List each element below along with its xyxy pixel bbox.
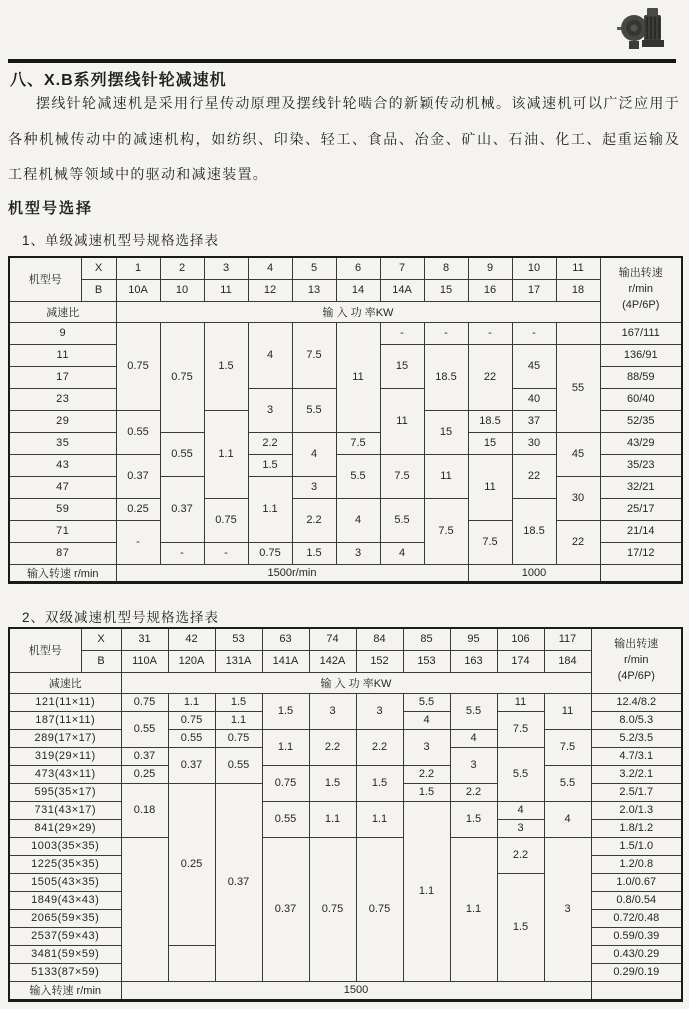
output-speed-value: 21/14 xyxy=(600,520,682,542)
ratio-value: 23 xyxy=(9,388,116,410)
output-speed-value: 0.8/0.54 xyxy=(591,891,682,909)
power-value: 30 xyxy=(512,432,556,454)
power-value: 11 xyxy=(424,454,468,498)
b-value: 131A xyxy=(215,650,262,672)
power-value: 0.25 xyxy=(168,783,215,945)
ratio-value: 71 xyxy=(9,520,116,542)
power-value: 3 xyxy=(309,693,356,729)
power-value: 4 xyxy=(544,801,591,837)
power-value: 3 xyxy=(544,837,591,981)
subsection-title: 机型号选择 xyxy=(8,200,94,217)
output-speed-value: 0.72/0.48 xyxy=(591,909,682,927)
power-value: 0.37 xyxy=(262,837,309,981)
power-value: 3 xyxy=(336,542,380,564)
output-speed-value: 167/111 xyxy=(600,322,682,344)
power-value: - xyxy=(380,322,424,344)
input-speed-value xyxy=(591,981,682,1000)
x-value: 2 xyxy=(160,257,204,279)
ratio-value: 319(29×11) xyxy=(9,747,121,765)
ratio-label: 减速比 xyxy=(9,301,116,322)
power-value: 2.2 xyxy=(497,837,544,873)
b-value: 174 xyxy=(497,650,544,672)
power-value: 3 xyxy=(292,476,336,498)
ratio-value: 1505(43×35) xyxy=(9,873,121,891)
output-speed-value: 0.43/0.29 xyxy=(591,945,682,963)
power-value: 3 xyxy=(450,747,497,783)
output-speed-value: 52/35 xyxy=(600,410,682,432)
power-value: 1.5 xyxy=(292,542,336,564)
power-value: 0.75 xyxy=(215,729,262,747)
ratio-value: 9 xyxy=(9,322,116,344)
input-speed-value: 1000 xyxy=(468,564,600,582)
power-value: 11 xyxy=(468,454,512,520)
output-speed-value: 136/91 xyxy=(600,344,682,366)
power-value: 3 xyxy=(497,819,544,837)
power-value: 2.2 xyxy=(248,432,292,454)
output-speed-value: 2.0/1.3 xyxy=(591,801,682,819)
x-value: 117 xyxy=(544,628,591,650)
b-value: 13 xyxy=(292,279,336,301)
power-value: 7.5 xyxy=(336,432,380,454)
ratio-value: 187(11×11) xyxy=(9,711,121,729)
power-value: - xyxy=(160,542,204,564)
ratio-value: 29 xyxy=(9,410,116,432)
power-value: - xyxy=(204,542,248,564)
power-value: 1.5 xyxy=(262,693,309,729)
power-value: 0.55 xyxy=(262,801,309,837)
output-speed-value: 1.8/1.2 xyxy=(591,819,682,837)
power-value: 40 xyxy=(512,388,556,410)
x-value: 106 xyxy=(497,628,544,650)
ratio-value: 17 xyxy=(9,366,116,388)
output-speed-value: 8.0/5.3 xyxy=(591,711,682,729)
intro-paragraph: 摆线针轮减速机是采用行星传动原理及摆线针轮啮合的新颖传动机械。该减速机可以广泛应用于各种机械传动中的减速机构，如纺织、印染、轻工、食品、冶金、矿山、石油、化工、起重运输及工程机械等领域中的驱动和减速装置。 xyxy=(8,95,680,182)
power-value: 0.75 xyxy=(262,765,309,801)
x-value: 8 xyxy=(424,257,468,279)
ratio-value: 121(11×11) xyxy=(9,693,121,711)
power-value: 0.75 xyxy=(248,542,292,564)
input-power-label: 输 入 功 率KW xyxy=(116,301,600,322)
power-value: 22 xyxy=(468,344,512,410)
output-speed-value: 32/21 xyxy=(600,476,682,498)
power-value: 18.5 xyxy=(424,344,468,410)
power-value: - xyxy=(468,322,512,344)
power-value: 2.2 xyxy=(450,783,497,801)
power-value: 4 xyxy=(403,711,450,729)
power-value: 1.1 xyxy=(262,729,309,765)
power-value: 0.55 xyxy=(160,432,204,476)
power-value xyxy=(168,945,215,981)
b-value: 153 xyxy=(403,650,450,672)
ratio-value: 11 xyxy=(9,344,116,366)
x-value: 10 xyxy=(512,257,556,279)
x-value: 84 xyxy=(356,628,403,650)
output-speed-header: 输出转速 r/min (4P/6P) xyxy=(600,257,682,322)
input-speed-label: 输入转速 r/min xyxy=(9,981,121,1000)
power-value xyxy=(121,837,168,981)
x-row-label: X xyxy=(81,257,116,279)
power-value: 22 xyxy=(556,520,600,564)
ratio-value: 5133(87×59) xyxy=(9,963,121,981)
power-value: 1.5 xyxy=(497,873,544,981)
power-value: 1.1 xyxy=(248,476,292,542)
x-value: 7 xyxy=(380,257,424,279)
output-speed-value: 0.59/0.39 xyxy=(591,927,682,945)
power-value: 1.1 xyxy=(356,801,403,837)
power-value: 2.2 xyxy=(403,765,450,783)
power-value: 0.75 xyxy=(204,498,248,542)
power-value: 15 xyxy=(380,344,424,388)
power-value: 7.5 xyxy=(380,454,424,498)
x-value: 95 xyxy=(450,628,497,650)
output-speed-value: 0.29/0.19 xyxy=(591,963,682,981)
power-value: 1.1 xyxy=(450,837,497,981)
ratio-value: 59 xyxy=(9,498,116,520)
x-value: 5 xyxy=(292,257,336,279)
power-value: 7.5 xyxy=(424,498,468,564)
power-value: 1.1 xyxy=(309,801,356,837)
power-value: 55 xyxy=(556,344,600,432)
power-value: 11 xyxy=(380,388,424,454)
input-power-label: 输 入 功 率KW xyxy=(121,672,591,693)
output-speed-value: 60/40 xyxy=(600,388,682,410)
power-value: 4 xyxy=(450,729,497,747)
power-value: 0.37 xyxy=(160,476,204,542)
x-value: 85 xyxy=(403,628,450,650)
power-value: 0.55 xyxy=(121,711,168,747)
power-value: 1.5 xyxy=(248,454,292,476)
power-value: 0.75 xyxy=(160,322,204,432)
power-value: 5.5 xyxy=(292,388,336,432)
b-row-label: B xyxy=(81,650,121,672)
b-value: 15 xyxy=(424,279,468,301)
power-value: 4 xyxy=(336,498,380,542)
b-value: 10 xyxy=(160,279,204,301)
power-value: 2.2 xyxy=(292,498,336,542)
power-value: 45 xyxy=(512,344,556,388)
power-value: 11 xyxy=(544,693,591,729)
power-value: 0.37 xyxy=(116,454,160,498)
input-speed-value: 1500r/min xyxy=(116,564,468,582)
power-value: 5.5 xyxy=(336,454,380,498)
power-value: 5.5 xyxy=(403,693,450,711)
power-value: 3 xyxy=(356,693,403,729)
ratio-value: 1849(43×43) xyxy=(9,891,121,909)
power-value: 11 xyxy=(336,322,380,432)
x-value: 3 xyxy=(204,257,248,279)
ratio-label: 减速比 xyxy=(9,672,121,693)
output-speed-value: 4.7/3.1 xyxy=(591,747,682,765)
power-value: 0.55 xyxy=(168,729,215,747)
power-value: 5.5 xyxy=(380,498,424,542)
ratio-value: 2065(59×35) xyxy=(9,909,121,927)
ratio-value: 841(29×29) xyxy=(9,819,121,837)
output-speed-value: 5.2/3.5 xyxy=(591,729,682,747)
b-value: 11 xyxy=(204,279,248,301)
b-value: 152 xyxy=(356,650,403,672)
output-speed-header: 输出转速 r/min (4P/6P) xyxy=(591,628,682,693)
x-value: 6 xyxy=(336,257,380,279)
section-title: 八、X.B系列摆线针轮减速机 xyxy=(10,72,227,89)
b-value: 12 xyxy=(248,279,292,301)
power-value: 0.37 xyxy=(121,747,168,765)
power-value: 2.2 xyxy=(356,729,403,765)
top-rule xyxy=(8,59,676,63)
b-value: 16 xyxy=(468,279,512,301)
power-value: 0.37 xyxy=(168,747,215,783)
input-speed-value: 1500 xyxy=(121,981,591,1000)
output-speed-value: 1.0/0.67 xyxy=(591,873,682,891)
power-value: 1.5 xyxy=(215,693,262,711)
output-speed-value: 2.5/1.7 xyxy=(591,783,682,801)
ratio-value: 289(17×17) xyxy=(9,729,121,747)
power-value: 0.55 xyxy=(215,747,262,783)
power-value: 18.5 xyxy=(468,410,512,432)
power-value: 7.5 xyxy=(544,729,591,765)
reducer-photo xyxy=(617,6,669,54)
ratio-value: 43 xyxy=(9,454,116,476)
x-value: 4 xyxy=(248,257,292,279)
power-value: 15 xyxy=(424,410,468,454)
power-value: 7.5 xyxy=(292,322,336,388)
power-value: 1.5 xyxy=(356,765,403,801)
b-value: 10A xyxy=(116,279,160,301)
power-value: 3 xyxy=(248,388,292,432)
power-value: 45 xyxy=(556,432,600,476)
b-value: 142A xyxy=(309,650,356,672)
power-value: 3 xyxy=(403,729,450,765)
power-value: 1.5 xyxy=(403,783,450,801)
power-value: 1.1 xyxy=(204,410,248,498)
power-value: 5.5 xyxy=(544,765,591,801)
power-value: 4 xyxy=(380,542,424,564)
power-value: 18.5 xyxy=(512,498,556,564)
power-value: 15 xyxy=(468,432,512,454)
ratio-value: 3481(59×59) xyxy=(9,945,121,963)
power-value: - xyxy=(424,322,468,344)
x-value: 9 xyxy=(468,257,512,279)
power-value: 37 xyxy=(512,410,556,432)
power-value: 5.5 xyxy=(497,747,544,801)
power-value: 7.5 xyxy=(497,711,544,747)
x-value: 11 xyxy=(556,257,600,279)
b-row-label: B xyxy=(81,279,116,301)
power-value: 1.1 xyxy=(403,801,450,981)
model-no-label: 机型号 xyxy=(9,257,81,301)
power-value: - xyxy=(512,322,556,344)
reducer-image xyxy=(617,6,669,54)
b-value: 141A xyxy=(262,650,309,672)
x-value: 74 xyxy=(309,628,356,650)
power-value: 11 xyxy=(497,693,544,711)
power-value: 1.1 xyxy=(168,693,215,711)
ratio-value: 47 xyxy=(9,476,116,498)
x-value: 63 xyxy=(262,628,309,650)
power-value: 7.5 xyxy=(468,520,512,564)
output-speed-value: 25/17 xyxy=(600,498,682,520)
b-value: 184 xyxy=(544,650,591,672)
x-value: 42 xyxy=(168,628,215,650)
power-value: 0.75 xyxy=(309,837,356,981)
power-value xyxy=(556,322,600,344)
power-value: 0.55 xyxy=(116,410,160,454)
power-value: 1.5 xyxy=(309,765,356,801)
b-value: 14 xyxy=(336,279,380,301)
power-value: 5.5 xyxy=(450,693,497,729)
table1-caption: 1、单级减速机型号规格选择表 xyxy=(22,233,220,248)
ratio-value: 731(43×17) xyxy=(9,801,121,819)
ratio-value: 1225(35×35) xyxy=(9,855,121,873)
x-row-label: X xyxy=(81,628,121,650)
power-value: 1.1 xyxy=(215,711,262,729)
power-value: 4 xyxy=(497,801,544,819)
power-value: 0.75 xyxy=(116,322,160,410)
ratio-value: 1003(35×35) xyxy=(9,837,121,855)
ratio-value: 35 xyxy=(9,432,116,454)
power-value: 4 xyxy=(248,322,292,388)
output-speed-value: 35/23 xyxy=(600,454,682,476)
power-value: 0.18 xyxy=(121,783,168,837)
power-value: 0.75 xyxy=(121,693,168,711)
ratio-value: 2537(59×43) xyxy=(9,927,121,945)
b-value: 163 xyxy=(450,650,497,672)
output-speed-value: 3.2/2.1 xyxy=(591,765,682,783)
b-value: 110A xyxy=(121,650,168,672)
power-value: 0.25 xyxy=(116,498,160,520)
power-value: 0.75 xyxy=(168,711,215,729)
double-stage-selection-table xyxy=(8,627,683,1002)
power-value: 4 xyxy=(292,432,336,476)
power-value: 0.25 xyxy=(121,765,168,783)
ratio-value: 87 xyxy=(9,542,116,564)
output-speed-value: 43/29 xyxy=(600,432,682,454)
model-no-label: 机型号 xyxy=(9,628,81,672)
output-speed-value: 88/59 xyxy=(600,366,682,388)
power-value: 0.75 xyxy=(356,837,403,981)
power-value: 1.5 xyxy=(450,801,497,837)
power-value: - xyxy=(116,520,160,564)
single-stage-selection-table xyxy=(8,256,683,584)
power-value: 30 xyxy=(556,476,600,520)
power-value: 0.37 xyxy=(215,783,262,981)
power-value: 1.5 xyxy=(204,322,248,410)
input-speed-value xyxy=(600,564,682,582)
x-value: 1 xyxy=(116,257,160,279)
power-value: 2.2 xyxy=(309,729,356,765)
b-value: 120A xyxy=(168,650,215,672)
input-speed-label: 输入转速 r/min xyxy=(9,564,116,582)
ratio-value: 473(43×11) xyxy=(9,765,121,783)
x-value: 53 xyxy=(215,628,262,650)
output-speed-value: 1.2/0.8 xyxy=(591,855,682,873)
b-value: 17 xyxy=(512,279,556,301)
output-speed-value: 17/12 xyxy=(600,542,682,564)
power-value: 22 xyxy=(512,454,556,498)
b-value: 18 xyxy=(556,279,600,301)
table2-caption: 2、双级减速机型号规格选择表 xyxy=(22,610,220,625)
x-value: 31 xyxy=(121,628,168,650)
b-value: 14A xyxy=(380,279,424,301)
output-speed-value: 1.5/1.0 xyxy=(591,837,682,855)
ratio-value: 595(35×17) xyxy=(9,783,121,801)
output-speed-value: 12.4/8.2 xyxy=(591,693,682,711)
